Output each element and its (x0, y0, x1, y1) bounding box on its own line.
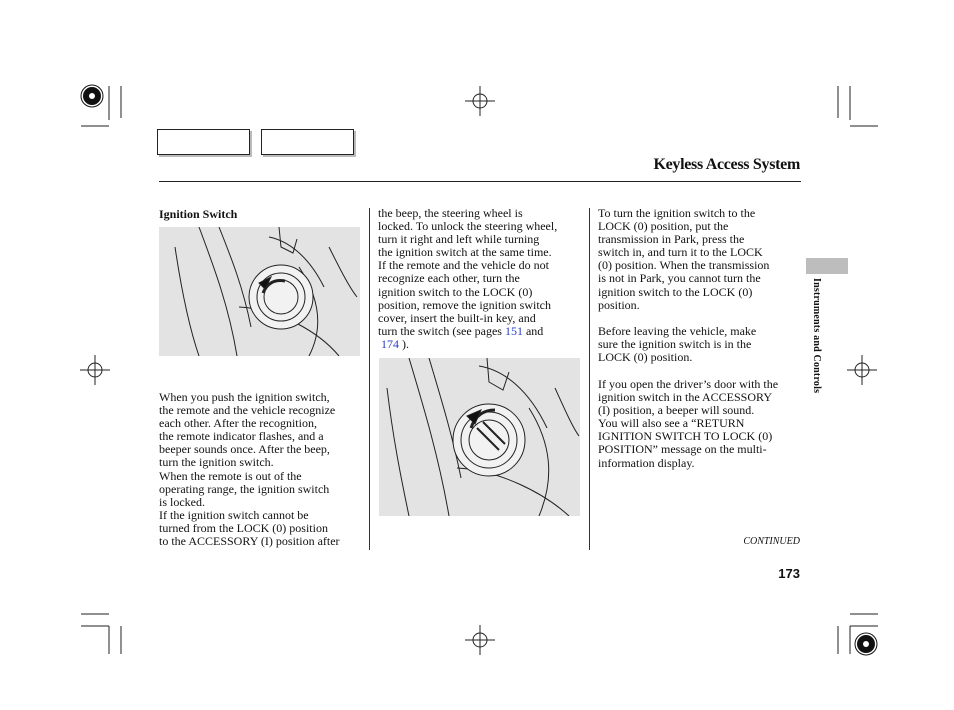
column2-line: the ignition switch at the same time. (378, 245, 552, 260)
page-ref-174-link[interactable]: 174 (381, 336, 399, 351)
column2-line: ignition switch to the LOCK (0) (378, 284, 533, 299)
column1-line: operating range, the ignition switch (159, 481, 330, 496)
column3-line: switch in, and turn it to the LOCK (598, 245, 763, 260)
column3-line: You will also see a “RETURN (598, 416, 745, 431)
column3-line: ignition switch in the ACCESSORY (598, 390, 773, 405)
column2-line: locked. To unlock the steering wheel, (378, 219, 558, 234)
column-divider-2 (589, 208, 590, 550)
column2-line-with-refs (378, 325, 588, 338)
page-ref-suffix: ). (399, 336, 409, 351)
column1-line: each other. After the recognition, (159, 416, 317, 431)
column3-paragraph-3 (598, 378, 803, 470)
section-side-label: Instruments and Controls (811, 278, 822, 394)
column3-line: (I) position, a beeper will sound. (598, 403, 755, 418)
ignition-switch-drawing-2 (379, 358, 580, 516)
column3-line: transmission in Park, press the (598, 232, 745, 247)
column-divider-1 (369, 208, 370, 550)
ignition-switch-illustration-2 (379, 358, 580, 516)
column3-line: LOCK (0) position, put the (598, 219, 729, 234)
column2-line: If the remote and the vehicle do not (378, 258, 549, 273)
column3-line: Before leaving the vehicle, make (598, 324, 757, 338)
ignition-switch-drawing-1 (159, 227, 360, 356)
continued-label: CONTINUED (743, 536, 800, 547)
page-ref-and: and (522, 323, 544, 338)
column1-line: is locked. (159, 494, 205, 509)
column2-line: position, remove the ignition switch (378, 297, 551, 312)
column3-line: ignition switch to the LOCK (0) (598, 284, 753, 299)
column3-line: sure the ignition switch is in the (598, 337, 752, 352)
column3-line: To turn the ignition switch to the (598, 206, 756, 220)
column3-line: information display. (598, 455, 695, 470)
column3-line: LOCK (0) position. (598, 350, 693, 365)
column1-line: If the ignition switch cannot be (159, 507, 309, 522)
column1-line: When you push the ignition switch, (159, 390, 330, 404)
page-ref-text: turn the switch (see pages (378, 323, 505, 338)
column2-line: recognize each other, turn the (378, 271, 520, 286)
column1-line: the remote indicator flashes, and a (159, 429, 324, 444)
header-rule (159, 181, 801, 182)
nav-button-left[interactable] (157, 129, 250, 155)
page-number: 173 (778, 566, 800, 581)
page-ref-151-link[interactable]: 151 (504, 323, 523, 338)
column1-line: the remote and the vehicle recognize (159, 403, 336, 418)
nav-button-right[interactable] (261, 129, 354, 155)
column2-paragraph (378, 207, 588, 351)
section-heading: Ignition Switch (159, 207, 238, 221)
column3-line: IGNITION SWITCH TO LOCK (0) (598, 429, 773, 444)
column3-line: (0) position. When the transmission (598, 258, 770, 273)
page-title: Keyless Access System (653, 156, 800, 173)
column1-line: beeper sounds once. After the beep, (159, 442, 330, 457)
column2-line: cover, insert the built-in key, and (378, 310, 536, 325)
column3-paragraph-1 (598, 207, 803, 312)
column3-line: POSITION” message on the multi- (598, 442, 767, 457)
section-side-tab (806, 258, 848, 274)
ignition-switch-illustration-1 (159, 227, 360, 356)
column1-line: turn the ignition switch. (159, 455, 274, 470)
column3-paragraph-2 (598, 325, 803, 364)
column2-line: the beep, the steering wheel is (378, 206, 523, 220)
column1-line: to the ACCESSORY (I) position after (159, 534, 340, 549)
column2-line: turn it right and left while turning (378, 232, 540, 247)
column1-paragraph (159, 391, 364, 548)
column3-line: is not in Park, you cannot turn the (598, 271, 761, 286)
column2-line-with-refs (378, 338, 588, 351)
column3-line: If you open the driver’s door with the (598, 377, 779, 391)
column3-line: position. (598, 297, 640, 312)
column1-line: When the remote is out of the (159, 468, 302, 483)
column1-line: turned from the LOCK (0) position (159, 520, 328, 535)
